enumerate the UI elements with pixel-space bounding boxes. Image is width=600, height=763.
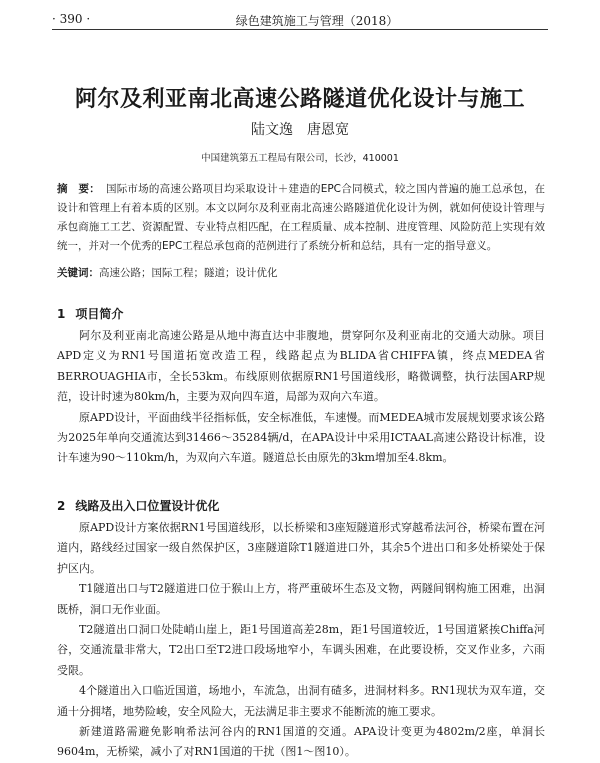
paragraph: 原APD设计方案依据RN1号国道线形，以长桥梁和3座短隧道形式穿越希法河谷，桥梁布置在河道内，路线经过国家一级自然保护区，3座隧道除T1隧道进口外，其余5个进出口和多处桥梁处于保护区内。 [57,521,545,575]
paragraph: 阿尔及利亚南北高速公路是从地中海直达中非腹地，贯穿阿尔及利亚南北的交通大动脉。项目APD定义为RN1号国道拓宽改造工程，线路起点为BLIDA省CHIFFA镇，终点MEDEA省BERROUAGHIA市，全长53km。布线原则依据原RN1号国道线形，略微调整，执行法国ARP规范，设计时速为80km/h，主要为双向四车道，局部为双向六车道。 [57,329,545,404]
section-title: 项目简介 [75,307,124,321]
section-body [57,518,545,763]
paragraph: 4个隧道出入口临近国道，场地小，车流急，出洞有碴多，进洞材料多。RN1现状为双车道，交通十分拥堵，地势险峻，安全风险大，无法满足非主要求不能断流的施工要求。 [57,684,545,718]
section-title: 线路及出入口位置设计优化 [75,499,220,513]
section-number: 1 [57,307,66,321]
paper-title: 阿尔及利亚南北高速公路隧道优化设计与施工 [74,86,525,112]
section-heading [57,497,219,514]
paragraph: 新建道路需避免影响希法河谷内的RN1国道的交通。APA设计变更为4802m/2座，单洞长9604m，无桥梁，减小了对RN1国道的干扰（图1～图10）。 [57,725,545,759]
section-heading [57,305,123,322]
header-rule [52,29,548,30]
affiliation: 中国建筑第五工程局有限公司，长沙，410001 [201,153,399,164]
paragraph: 原APD设计，平面曲线半径指标低，安全标准低，车速慢。而MEDEA城市发展规划要求该公路为2025年单向交通流达到31466～35284辆/d，在APA设计中采用ICTAAL高速公路设计标准，设计车速为90～110km/h，为双向六车道。隧道总长由原先的3km增加至4.8km。 [57,410,545,465]
abstract [57,180,545,256]
journal-name: 绿色建筑施工与管理（2018） [235,14,399,28]
abstract-label: 摘 要： [57,183,100,195]
abstract-text: 国际市场的高速公路项目均采取设计＋建造的EPC合同模式，较之国内普遍的施工总承包，在设计和管理上有着本质的区别。本文以阿尔及利亚南北高速公路隧道优化设计为例，就如何使设计管理与承包商施工工艺、资源配置、专业特点相匹配，在工程质量、成本控制、进度管理、风险防范上实现有效统一，并对一个优秀的EPC工程总承包商的范例进行了系统分析和总结，具有一定的指导意义。 [57,183,546,252]
keywords-label: 关键词： [57,267,99,279]
section-body [57,326,545,469]
page-number: · 390 · [52,12,91,26]
keywords-text: 高速公路；国际工程；隧道；设计优化 [99,267,278,279]
paragraph: T1隧道出口与T2隧道进口位于猴山上方，将严重破坏生态及文物，两隧间钢构施工困难，出洞既桥，洞口无作业面。 [57,582,545,616]
running-header [52,10,552,30]
keywords [57,264,545,283]
authors: 陆文逸 唐恩宽 [251,122,349,138]
paragraph: T2隧道出口洞口处陡峭山崖上，距1号国道高差28m，距1号国道较近，1号国道紧挨Chiffa河谷，交通流量非常大，T2出口至T2进口段场地窄小，车调头困难，在此要设桥，交叉作业多，六雨受限。 [57,623,545,677]
section-number: 2 [57,499,66,513]
